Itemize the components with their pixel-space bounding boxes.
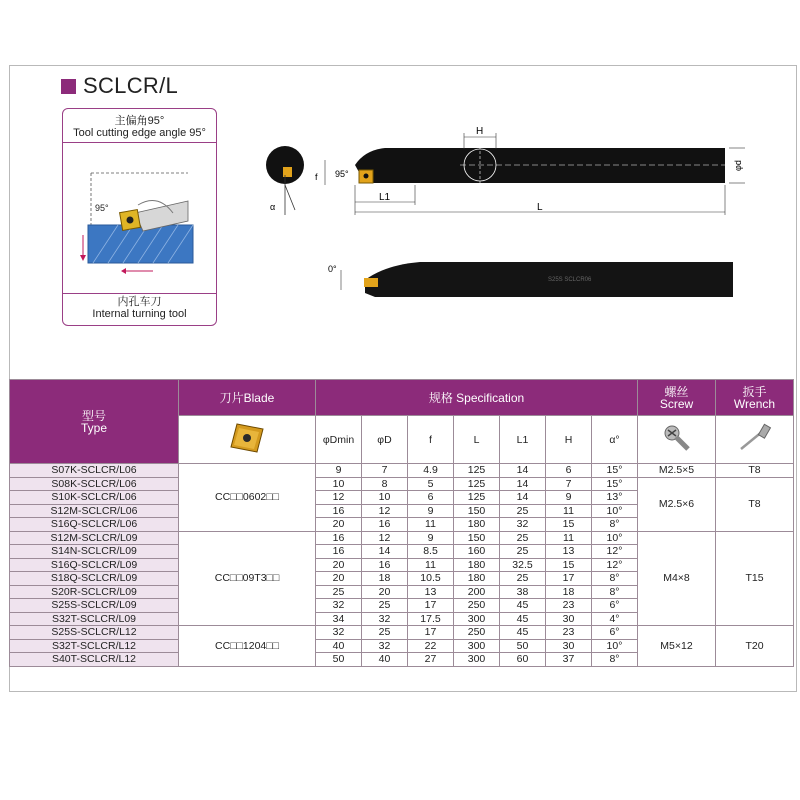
tool-type-cn: 内孔车刀 bbox=[117, 296, 162, 308]
spec-cell-a: 12° bbox=[592, 545, 638, 559]
type-cell: S16Q-SCLCR/L09 bbox=[10, 558, 179, 572]
spec-col-header: L1 bbox=[500, 416, 546, 464]
spec-cell-L1: 25 bbox=[500, 545, 546, 559]
spec-cell-L: 150 bbox=[454, 504, 500, 518]
spec-cell-a: 8° bbox=[592, 518, 638, 532]
spec-cell-d: 8 bbox=[362, 477, 408, 491]
spec-cell-dmin: 16 bbox=[316, 545, 362, 559]
insert-icon bbox=[227, 421, 267, 455]
spec-cell-dmin: 12 bbox=[316, 491, 362, 505]
type-cell: S32T-SCLCR/L09 bbox=[10, 612, 179, 626]
spec-cell-H: 13 bbox=[546, 545, 592, 559]
spec-cell-a: 8° bbox=[592, 585, 638, 599]
type-cell: S10K-SCLCR/L06 bbox=[10, 491, 179, 505]
type-cell: S40T-SCLCR/L12 bbox=[10, 653, 179, 667]
spec-cell-f: 9 bbox=[408, 531, 454, 545]
spec-table-body bbox=[10, 464, 794, 667]
spec-cell-L: 160 bbox=[454, 545, 500, 559]
dim-L-label: L bbox=[537, 202, 543, 213]
spec-cell-L1: 60 bbox=[500, 653, 546, 667]
spec-cell-a: 4° bbox=[592, 612, 638, 626]
spec-cell-L: 125 bbox=[454, 491, 500, 505]
spec-cell-L1: 45 bbox=[500, 626, 546, 640]
table-row bbox=[10, 531, 794, 545]
spec-cell-L: 180 bbox=[454, 572, 500, 586]
dim-L1-label: L1 bbox=[379, 192, 391, 203]
spec-cell-L1: 38 bbox=[500, 585, 546, 599]
spec-cell-f: 17 bbox=[408, 626, 454, 640]
spec-cell-f: 9 bbox=[408, 504, 454, 518]
spec-cell-L: 250 bbox=[454, 626, 500, 640]
screw-header-en: Screw bbox=[659, 396, 694, 411]
type-cell: S20R-SCLCR/L09 bbox=[10, 585, 179, 599]
spec-cell-dmin: 34 bbox=[316, 612, 362, 626]
blade-cell: CC□□09T3□□ bbox=[179, 531, 316, 626]
screw-header bbox=[638, 380, 716, 416]
spec-cell-L: 250 bbox=[454, 599, 500, 613]
spec-cell-d: 20 bbox=[362, 585, 408, 599]
spec-cell-L1: 32.5 bbox=[500, 558, 546, 572]
spec-cell-L1: 14 bbox=[500, 477, 546, 491]
spec-cell-dmin: 9 bbox=[316, 464, 362, 478]
table-row bbox=[10, 464, 794, 478]
spec-cell-dmin: 20 bbox=[316, 518, 362, 532]
spec-col-header: α° bbox=[592, 416, 638, 464]
alpha-label: α bbox=[270, 202, 276, 212]
spec-cell-f: 27 bbox=[408, 653, 454, 667]
wrench-cell: T8 bbox=[716, 464, 794, 478]
spec-cell-a: 10° bbox=[592, 531, 638, 545]
angle-95-label: 95° bbox=[95, 203, 109, 213]
spec-cell-L: 150 bbox=[454, 531, 500, 545]
spec-cell-L: 125 bbox=[454, 477, 500, 491]
spec-cell-H: 15 bbox=[546, 558, 592, 572]
spec-cell-dmin: 20 bbox=[316, 572, 362, 586]
spec-cell-dmin: 50 bbox=[316, 653, 362, 667]
type-cell: S08K-SCLCR/L06 bbox=[10, 477, 179, 491]
spec-cell-f: 11 bbox=[408, 518, 454, 532]
spec-cell-H: 11 bbox=[546, 504, 592, 518]
type-cell: S18Q-SCLCR/L09 bbox=[10, 572, 179, 586]
spec-cell-d: 32 bbox=[362, 639, 408, 653]
dim-H-label: H bbox=[476, 126, 484, 137]
spec-cell-a: 6° bbox=[592, 626, 638, 640]
wrench-icon bbox=[735, 421, 775, 455]
spec-col-header: L bbox=[454, 416, 500, 464]
screw-cell: M4×8 bbox=[638, 531, 716, 626]
panel-divider-bottom bbox=[63, 293, 216, 294]
spec-cell-H: 9 bbox=[546, 491, 592, 505]
spec-cell-dmin: 16 bbox=[316, 504, 362, 518]
spec-cell-L1: 14 bbox=[500, 464, 546, 478]
blade-cell: CC□□1204□□ bbox=[179, 626, 316, 667]
spec-cell-d: 32 bbox=[362, 612, 408, 626]
angle-95-drawing-label: 95° bbox=[335, 169, 349, 179]
spec-cell-a: 12° bbox=[592, 558, 638, 572]
spec-cell-f: 17 bbox=[408, 599, 454, 613]
spec-cell-a: 13° bbox=[592, 491, 638, 505]
spec-cell-d: 16 bbox=[362, 518, 408, 532]
type-cell: S25S-SCLCR/L12 bbox=[10, 626, 179, 640]
type-cell: S14N-SCLCR/L09 bbox=[10, 545, 179, 559]
spec-cell-dmin: 10 bbox=[316, 477, 362, 491]
spec-col-header: f bbox=[408, 416, 454, 464]
spec-cell-a: 8° bbox=[592, 572, 638, 586]
spec-cell-L1: 14 bbox=[500, 491, 546, 505]
shank-engraving: S25S SCLCR06 bbox=[548, 277, 592, 283]
spec-cell-H: 23 bbox=[546, 599, 592, 613]
wrench-cell: T8 bbox=[716, 477, 794, 531]
wrench-header bbox=[716, 380, 794, 416]
screw-cell: M2.5×6 bbox=[638, 477, 716, 531]
spec-cell-dmin: 32 bbox=[316, 626, 362, 640]
spec-cell-d: 12 bbox=[362, 504, 408, 518]
spec-cell-d: 25 bbox=[362, 599, 408, 613]
type-cell: S16Q-SCLCR/L06 bbox=[10, 518, 179, 532]
spec-cell-H: 7 bbox=[546, 477, 592, 491]
product-title bbox=[61, 73, 178, 99]
spec-cell-dmin: 20 bbox=[316, 558, 362, 572]
spec-cell-f: 5 bbox=[408, 477, 454, 491]
angle-caption-cn: 主偏角95° bbox=[114, 115, 165, 127]
spec-header: 规格 Specification bbox=[316, 380, 638, 416]
spec-cell-f: 6 bbox=[408, 491, 454, 505]
spec-cell-H: 30 bbox=[546, 639, 592, 653]
spec-cell-f: 8.5 bbox=[408, 545, 454, 559]
angle-caption-en: Tool cutting edge angle 95° bbox=[73, 127, 206, 139]
screw-icon bbox=[660, 421, 694, 455]
spec-cell-H: 6 bbox=[546, 464, 592, 478]
spec-cell-L: 200 bbox=[454, 585, 500, 599]
spec-cell-a: 6° bbox=[592, 599, 638, 613]
spec-col-header: φDmin bbox=[316, 416, 362, 464]
spec-cell-L1: 32 bbox=[500, 518, 546, 532]
table-row bbox=[10, 477, 794, 491]
spec-col-header: φD bbox=[362, 416, 408, 464]
spec-cell-L: 180 bbox=[454, 518, 500, 532]
blade-cell: CC□□0602□□ bbox=[179, 464, 316, 532]
blade-header: 刀片Blade bbox=[179, 380, 316, 416]
tool-type-en: Internal turning tool bbox=[92, 308, 187, 320]
spec-col-header: H bbox=[546, 416, 592, 464]
dim-phi-d-label: φd bbox=[733, 160, 743, 171]
spec-cell-d: 10 bbox=[362, 491, 408, 505]
type-cell: S25S-SCLCR/L09 bbox=[10, 599, 179, 613]
spec-cell-L1: 45 bbox=[500, 599, 546, 613]
spec-cell-dmin: 25 bbox=[316, 585, 362, 599]
title-marker bbox=[61, 79, 76, 94]
spec-cell-L: 125 bbox=[454, 464, 500, 478]
spec-cell-H: 23 bbox=[546, 626, 592, 640]
spec-cell-d: 25 bbox=[362, 626, 408, 640]
spec-cell-L1: 25 bbox=[500, 504, 546, 518]
screw-cell: M2.5×5 bbox=[638, 464, 716, 478]
dim-f-label: f bbox=[315, 172, 318, 182]
spec-cell-f: 17.5 bbox=[408, 612, 454, 626]
spec-cell-H: 11 bbox=[546, 531, 592, 545]
screw-image bbox=[638, 416, 716, 464]
tool-technical-drawing bbox=[255, 115, 745, 315]
spec-cell-H: 37 bbox=[546, 653, 592, 667]
spec-cell-H: 30 bbox=[546, 612, 592, 626]
type-cell: S32T-SCLCR/L12 bbox=[10, 639, 179, 653]
spec-cell-a: 15° bbox=[592, 477, 638, 491]
spec-cell-L1: 25 bbox=[500, 531, 546, 545]
wrench-image bbox=[716, 416, 794, 464]
spec-cell-dmin: 40 bbox=[316, 639, 362, 653]
wrench-cell: T20 bbox=[716, 626, 794, 667]
spec-cell-H: 15 bbox=[546, 518, 592, 532]
cutting-angle-panel bbox=[62, 108, 217, 326]
type-cell: S12M-SCLCR/L09 bbox=[10, 531, 179, 545]
type-header bbox=[10, 380, 179, 464]
spec-cell-dmin: 16 bbox=[316, 531, 362, 545]
spec-cell-H: 18 bbox=[546, 585, 592, 599]
wrench-header-cn: 扳手 bbox=[742, 384, 767, 399]
spec-cell-f: 10.5 bbox=[408, 572, 454, 586]
type-header-cn: 型号 bbox=[81, 408, 106, 423]
spec-cell-L1: 25 bbox=[500, 572, 546, 586]
blade-insert-image bbox=[179, 416, 316, 464]
spec-cell-d: 14 bbox=[362, 545, 408, 559]
screw-header-cn: 螺丝 bbox=[664, 384, 689, 399]
spec-cell-L1: 50 bbox=[500, 639, 546, 653]
spec-cell-f: 4.9 bbox=[408, 464, 454, 478]
spec-cell-a: 15° bbox=[592, 464, 638, 478]
spec-cell-a: 10° bbox=[592, 504, 638, 518]
wrench-header-en: Wrench bbox=[733, 396, 776, 411]
spec-cell-d: 18 bbox=[362, 572, 408, 586]
spec-cell-L: 300 bbox=[454, 639, 500, 653]
spec-cell-d: 16 bbox=[362, 558, 408, 572]
spec-cell-L: 300 bbox=[454, 653, 500, 667]
title-text: SCLCR/L bbox=[83, 73, 179, 98]
spec-cell-f: 11 bbox=[408, 558, 454, 572]
spec-cell-L: 300 bbox=[454, 612, 500, 626]
spec-cell-H: 17 bbox=[546, 572, 592, 586]
spec-cell-d: 7 bbox=[362, 464, 408, 478]
spec-cell-L1: 45 bbox=[500, 612, 546, 626]
type-cell: S12M-SCLCR/L06 bbox=[10, 504, 179, 518]
spec-cell-f: 22 bbox=[408, 639, 454, 653]
spec-cell-L: 180 bbox=[454, 558, 500, 572]
spec-cell-dmin: 32 bbox=[316, 599, 362, 613]
type-header-en: Type bbox=[80, 420, 107, 435]
spec-cell-a: 10° bbox=[592, 639, 638, 653]
spec-cell-f: 13 bbox=[408, 585, 454, 599]
table-row bbox=[10, 626, 794, 640]
spec-cell-d: 12 bbox=[362, 531, 408, 545]
spec-cell-a: 8° bbox=[592, 653, 638, 667]
turning-diagram bbox=[63, 143, 216, 293]
type-cell: S07K-SCLCR/L06 bbox=[10, 464, 179, 478]
spec-table bbox=[9, 379, 794, 667]
zero-degree-label: 0° bbox=[328, 264, 337, 274]
spec-cell-d: 40 bbox=[362, 653, 408, 667]
wrench-cell: T15 bbox=[716, 531, 794, 626]
screw-cell: M5×12 bbox=[638, 626, 716, 667]
